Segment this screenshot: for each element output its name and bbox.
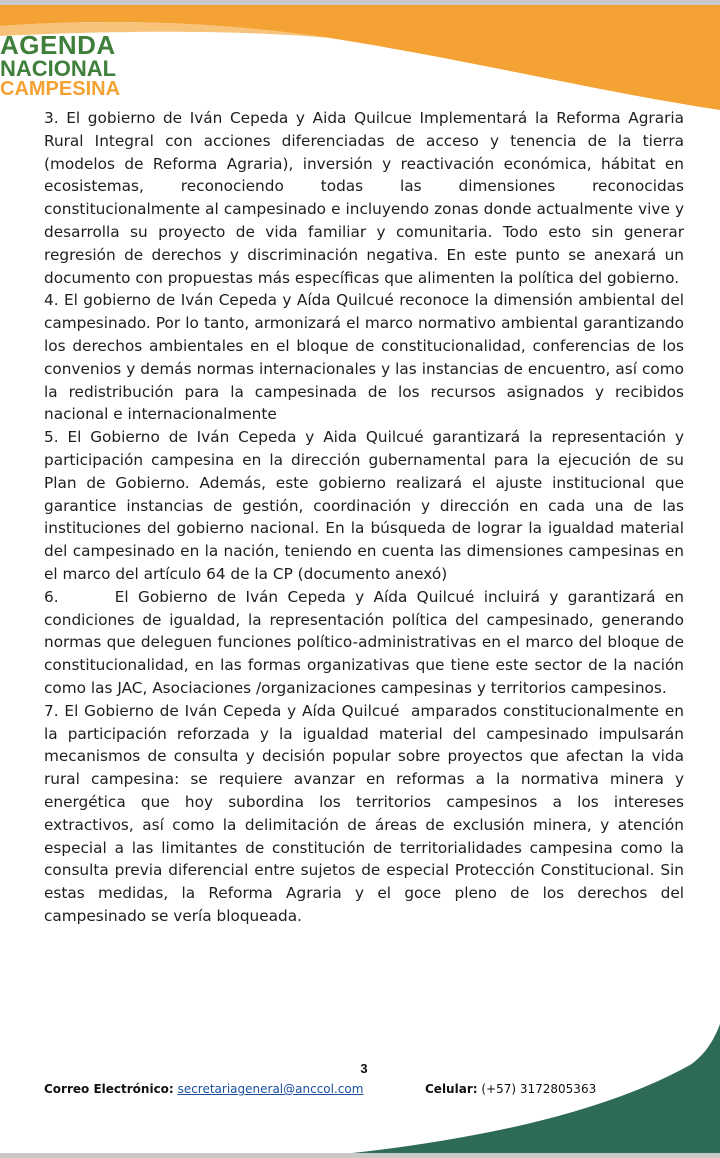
document-body: [44, 107, 689, 928]
footer-email-block: [44, 1082, 363, 1096]
email-link[interactable]: secretariageneral@anccol.com: [177, 1082, 364, 1096]
email-label: Correo Electrónico:: [44, 1082, 174, 1096]
top-edge-strip: [0, 0, 720, 5]
paragraph-item-6: 6. El Gobierno de Iván Cepeda y Aída Quilcué incluirá y garantizará en condiciones de igualdad, la representación política del campesinado, generando normas que deleguen funciones político-administrativas en el marco del bloque de constitucionalidad, en las formas organizativas que tiene este sector de la nación como las JAC, Asociaciones /organizaciones campesinas y territorios campesinos.: [44, 587, 689, 697]
bottom-edge-strip: [0, 1153, 720, 1158]
footer-phone-block: [425, 1082, 596, 1096]
paragraph-item-3: 3. El gobierno de Iván Cepeda y Aida Quilcue Implementará la Reforma Agraria Rural Integral con acciones diferenciadas de acceso y tenencia de la tierra (modelos de Reforma Agraria), inversión y reactivación económica, hábitat en ecosistemas, reconociendo todas las dimensiones reconocidas constitucionalmente al campesinado e incluyendo zonas donde actualmente vive y desarrolla su proyecto de vida familiar y comunitaria. Todo esto sin generar regresión de derechos y discriminación negativa. En este punto se anexará un documento con propuestas más específicas que alimenten la política del gobierno.: [44, 109, 684, 287]
page-number: 3: [360, 1061, 368, 1076]
paragraph-item-7: 7. El Gobierno de Iván Cepeda y Aída Quilcué amparados constitucionalmente en la participación reforzada y la igualdad material del campesinado impulsarán mecanismos de consulta y decisión popular sobre proyectos que afectan la vida rural campesina: se requiere avanzar en reformas a la normativa minera y energética que hoy subordina los territorios campesinos a los intereses extractivos, así como la delimitación de áreas de exclusión minera, y atención especial a las limitantes de constitución de territorialidades campesina como la consulta previa diferencial entre sujetos de especial Protección Constitucional. Sin estas medidas, la Reforma Agraria y el goce pleno de los derechos del campesinado se vería bloqueada.: [44, 701, 689, 925]
paragraph-item-4: 4. El gobierno de Iván Cepeda y Aída Quilcué reconoce la dimensión ambiental del campesinado. Por lo tanto, armonizará el marco normativo ambiental garantizando los derechos ambientales en el bloque de constitucionalidad, conferencias de los convenios y demás normas internacionales y las instancias de encuentro, así como la redistribución para la campesinada de los recursos asignados y recibidos nacional e internacionalmente: [44, 291, 684, 424]
agenda-logo: [0, 32, 120, 99]
logo-line-nacional: NACIONAL: [0, 56, 117, 81]
paragraph-item-5: 5. El Gobierno de Iván Cepeda y Aida Quilcué garantizará la representación y participación campesina en la dirección gubernamental para la ejecución de su Plan de Gobierno. Además, este gobierno realizará el ajuste institucional que garantice instancias de gestión, coordinación y dirección en cada una de las instituciones del gobierno nacional. En la búsqueda de lograr la igualdad material del campesinado en la nación, teniendo en cuenta las dimensiones campesinas en el marco del artículo 64 de la CP (documento anexó): [44, 428, 684, 583]
phone-number: (+57) 3172805363: [481, 1082, 597, 1096]
logo-line-campesina: CAMPESINA: [0, 78, 121, 100]
phone-label: Celular:: [425, 1082, 478, 1096]
logo-line-agenda: AGENDA: [0, 30, 116, 60]
